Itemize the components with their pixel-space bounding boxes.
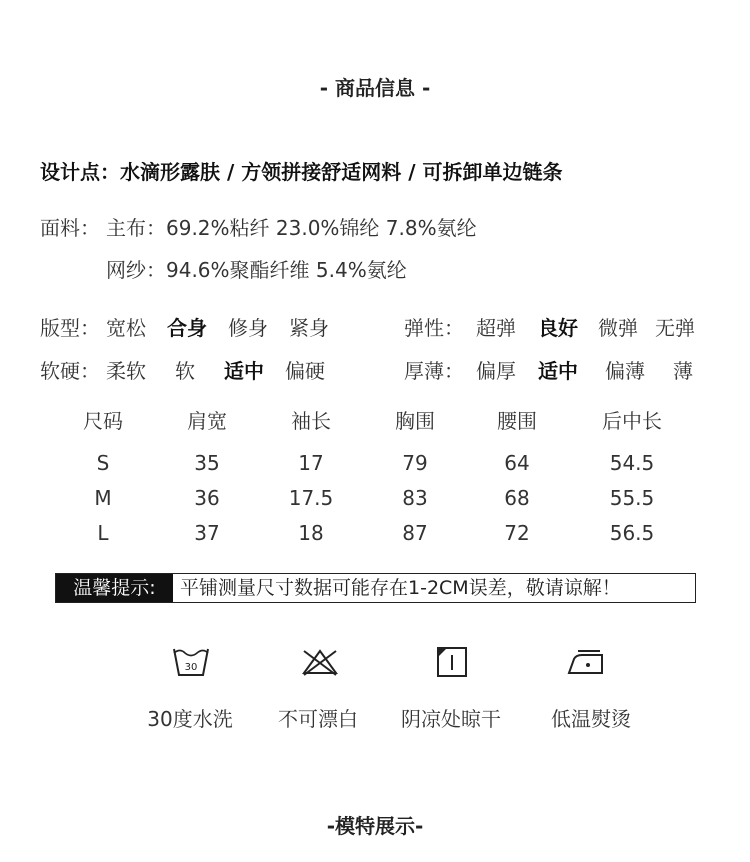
elasticity-option: 无弹 <box>655 316 695 340</box>
care-label: 不可漂白 <box>278 707 358 731</box>
fabric-label: 面料： <box>40 216 100 240</box>
fit-option-selected: 合身 <box>167 316 207 340</box>
fabric-mesh: 网纱：94.6%聚酯纤维 5.4%氨纶 <box>106 258 407 282</box>
fit-option: 紧身 <box>289 316 329 340</box>
hardness-option-selected: 适中 <box>224 359 264 383</box>
care-label: 30度水洗 <box>147 707 233 731</box>
hardness-option: 柔软 <box>106 359 146 383</box>
wash-30-icon <box>171 645 211 679</box>
thickness-option: 薄 <box>673 359 693 383</box>
size-header: 肩宽 <box>187 409 227 433</box>
low-iron-icon <box>566 645 606 679</box>
attributes-row-2 <box>0 355 750 383</box>
care-label: 阴凉处晾干 <box>401 707 501 731</box>
size-cell: 56.5 <box>609 521 655 545</box>
fit-option: 宽松 <box>106 316 146 340</box>
size-cell: 72 <box>504 521 530 545</box>
model-section-title: -模特展示- <box>326 814 424 838</box>
thickness-option: 偏厚 <box>476 359 516 383</box>
tip-text: 平铺测量尺寸数据可能存在1-2CM误差，敬请谅解！ <box>180 577 621 599</box>
size-cell: 83 <box>402 486 428 510</box>
attributes-row-1 <box>0 312 750 340</box>
size-cell: 37 <box>194 521 220 545</box>
size-cell: S <box>96 451 110 475</box>
section-title: - 商品信息 - <box>319 76 431 100</box>
wash-temp-text: 30 <box>184 662 198 673</box>
size-cell: 17 <box>298 451 324 475</box>
size-header: 腰围 <box>497 409 537 433</box>
thickness-option: 偏薄 <box>605 359 645 383</box>
size-header: 袖长 <box>291 409 331 433</box>
size-cell: 68 <box>504 486 530 510</box>
fit-label: 版型： <box>40 316 100 340</box>
care-label: 低温熨烫 <box>551 707 631 731</box>
size-cell: M <box>94 486 112 510</box>
hardness-option: 软 <box>175 359 195 383</box>
fit-option: 修身 <box>228 316 268 340</box>
size-cell: 18 <box>298 521 324 545</box>
size-header: 后中长 <box>602 409 662 433</box>
hardness-label: 软硬： <box>40 359 100 383</box>
elasticity-option: 微弹 <box>598 316 638 340</box>
hardness-option: 偏硬 <box>285 359 325 383</box>
fabric-main: 主布：69.2%粘纤 23.0%锦纶 7.8%氨纶 <box>106 216 477 240</box>
thickness-option-selected: 适中 <box>538 359 578 383</box>
tip-label: 温馨提示: <box>56 574 173 602</box>
design-points: 设计点：水滴形露肤 / 方领拼接舒适网料 / 可拆卸单边链条 <box>40 160 563 184</box>
no-bleach-icon <box>300 645 340 679</box>
size-cell: 54.5 <box>609 451 655 475</box>
size-cell: L <box>97 521 109 545</box>
size-cell: 79 <box>402 451 428 475</box>
shade-dry-icon <box>433 645 473 679</box>
size-cell: 55.5 <box>609 486 655 510</box>
tip-box <box>55 573 696 603</box>
size-cell: 87 <box>402 521 428 545</box>
size-cell: 64 <box>504 451 530 475</box>
elasticity-option: 超弹 <box>476 316 516 340</box>
size-cell: 35 <box>194 451 220 475</box>
size-header: 尺码 <box>83 409 123 433</box>
size-cell: 17.5 <box>288 486 334 510</box>
elasticity-option-selected: 良好 <box>538 316 578 340</box>
size-header: 胸围 <box>395 409 435 433</box>
size-cell: 36 <box>194 486 220 510</box>
thickness-label: 厚薄： <box>404 359 464 383</box>
elasticity-label: 弹性： <box>404 316 464 340</box>
